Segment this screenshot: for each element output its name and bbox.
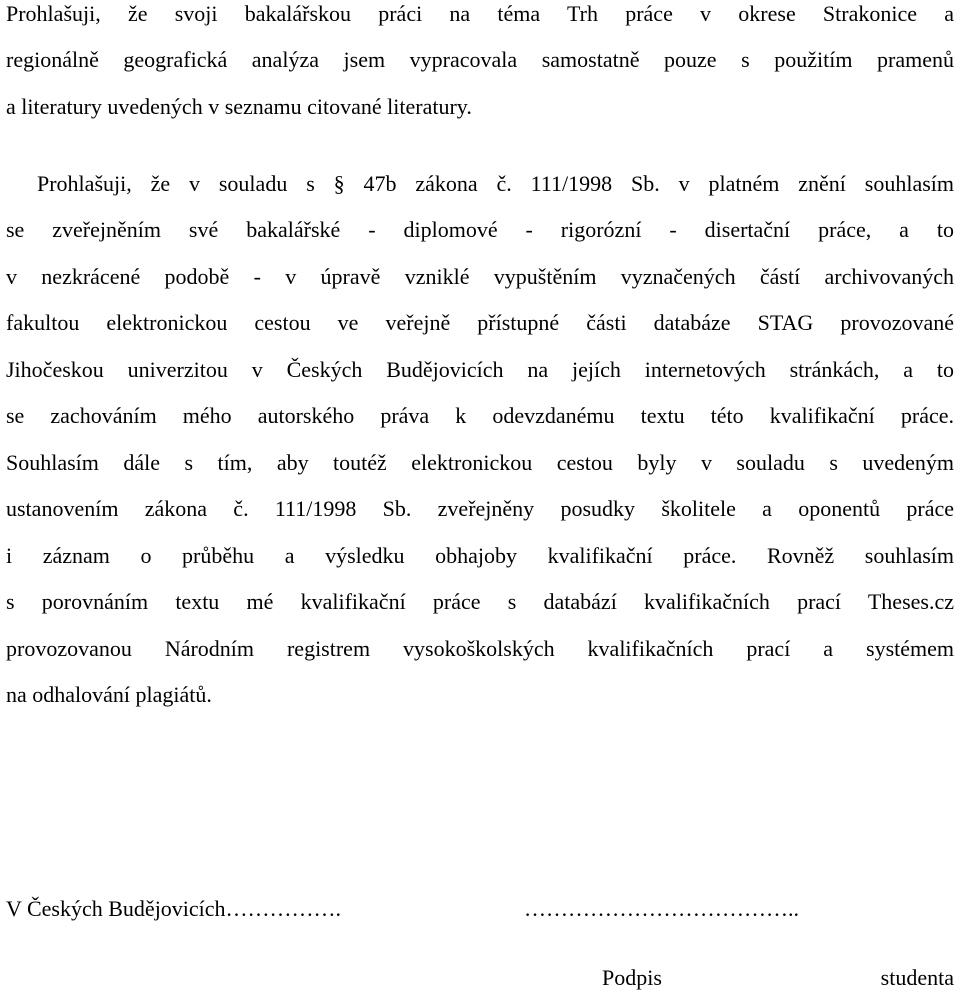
paragraph-line: Prohlašuji, že svoji bakalářskou práci na téma Trh práce v okrese Strakonice a — [6, 1, 954, 26]
signature-caption: Podpis studenta — [602, 965, 954, 990]
paragraph-line: v nezkrácené podobě - v úpravě vzniklé vypuštěním vyznačených částí archivovaných — [6, 264, 954, 289]
paragraph-line: se zveřejněním své bakalářské - diplomové - rigorózní - disertační práce, a to — [6, 217, 954, 242]
paragraph-line: i záznam o průběhu a výsledku obhajoby kvalifikační práce. Rovněž souhlasím — [6, 543, 954, 568]
paragraph-line: se zachováním mého autorského práva k odevzdanému textu této kvalifikační práce. — [6, 403, 954, 428]
signature-place-date: V Českých Budějovicích……………. — [6, 896, 342, 921]
paragraph-line: s porovnáním textu mé kvalifikační práce s databází kvalifikačních prací Theses.cz — [6, 589, 954, 614]
paragraph-line: ustanovením zákona č. 111/1998 Sb. zveřejněny posudky školitele a oponentů práce — [6, 496, 954, 521]
paragraph-line: Prohlašuji, že v souladu s § 47b zákona č. 111/1998 Sb. v platném znění souhlasím — [37, 171, 954, 196]
paragraph-line: a literatury uvedených v seznamu citované literatury. — [6, 94, 472, 119]
paragraph-line: Jihočeskou univerzitou v Českých Budějovicích na jejích internetových stránkách, a to — [6, 357, 954, 382]
paragraph-line: fakultou elektronickou cestou ve veřejně přístupné části databáze STAG provozované — [6, 310, 954, 335]
paragraph-line: Souhlasím dále s tím, aby toutéž elektronickou cestou byly v souladu s uvedeným — [6, 450, 954, 475]
paragraph-line: na odhalování plagiátů. — [6, 682, 212, 707]
paragraph-line: provozovanou Národním registrem vysokoškolských kvalifikačních prací a systémem — [6, 636, 954, 661]
paragraph-line: regionálně geografická analýza jsem vypracovala samostatně pouze s použitím pramenů — [6, 47, 954, 72]
signature-line: ……………………………….. — [524, 896, 799, 921]
